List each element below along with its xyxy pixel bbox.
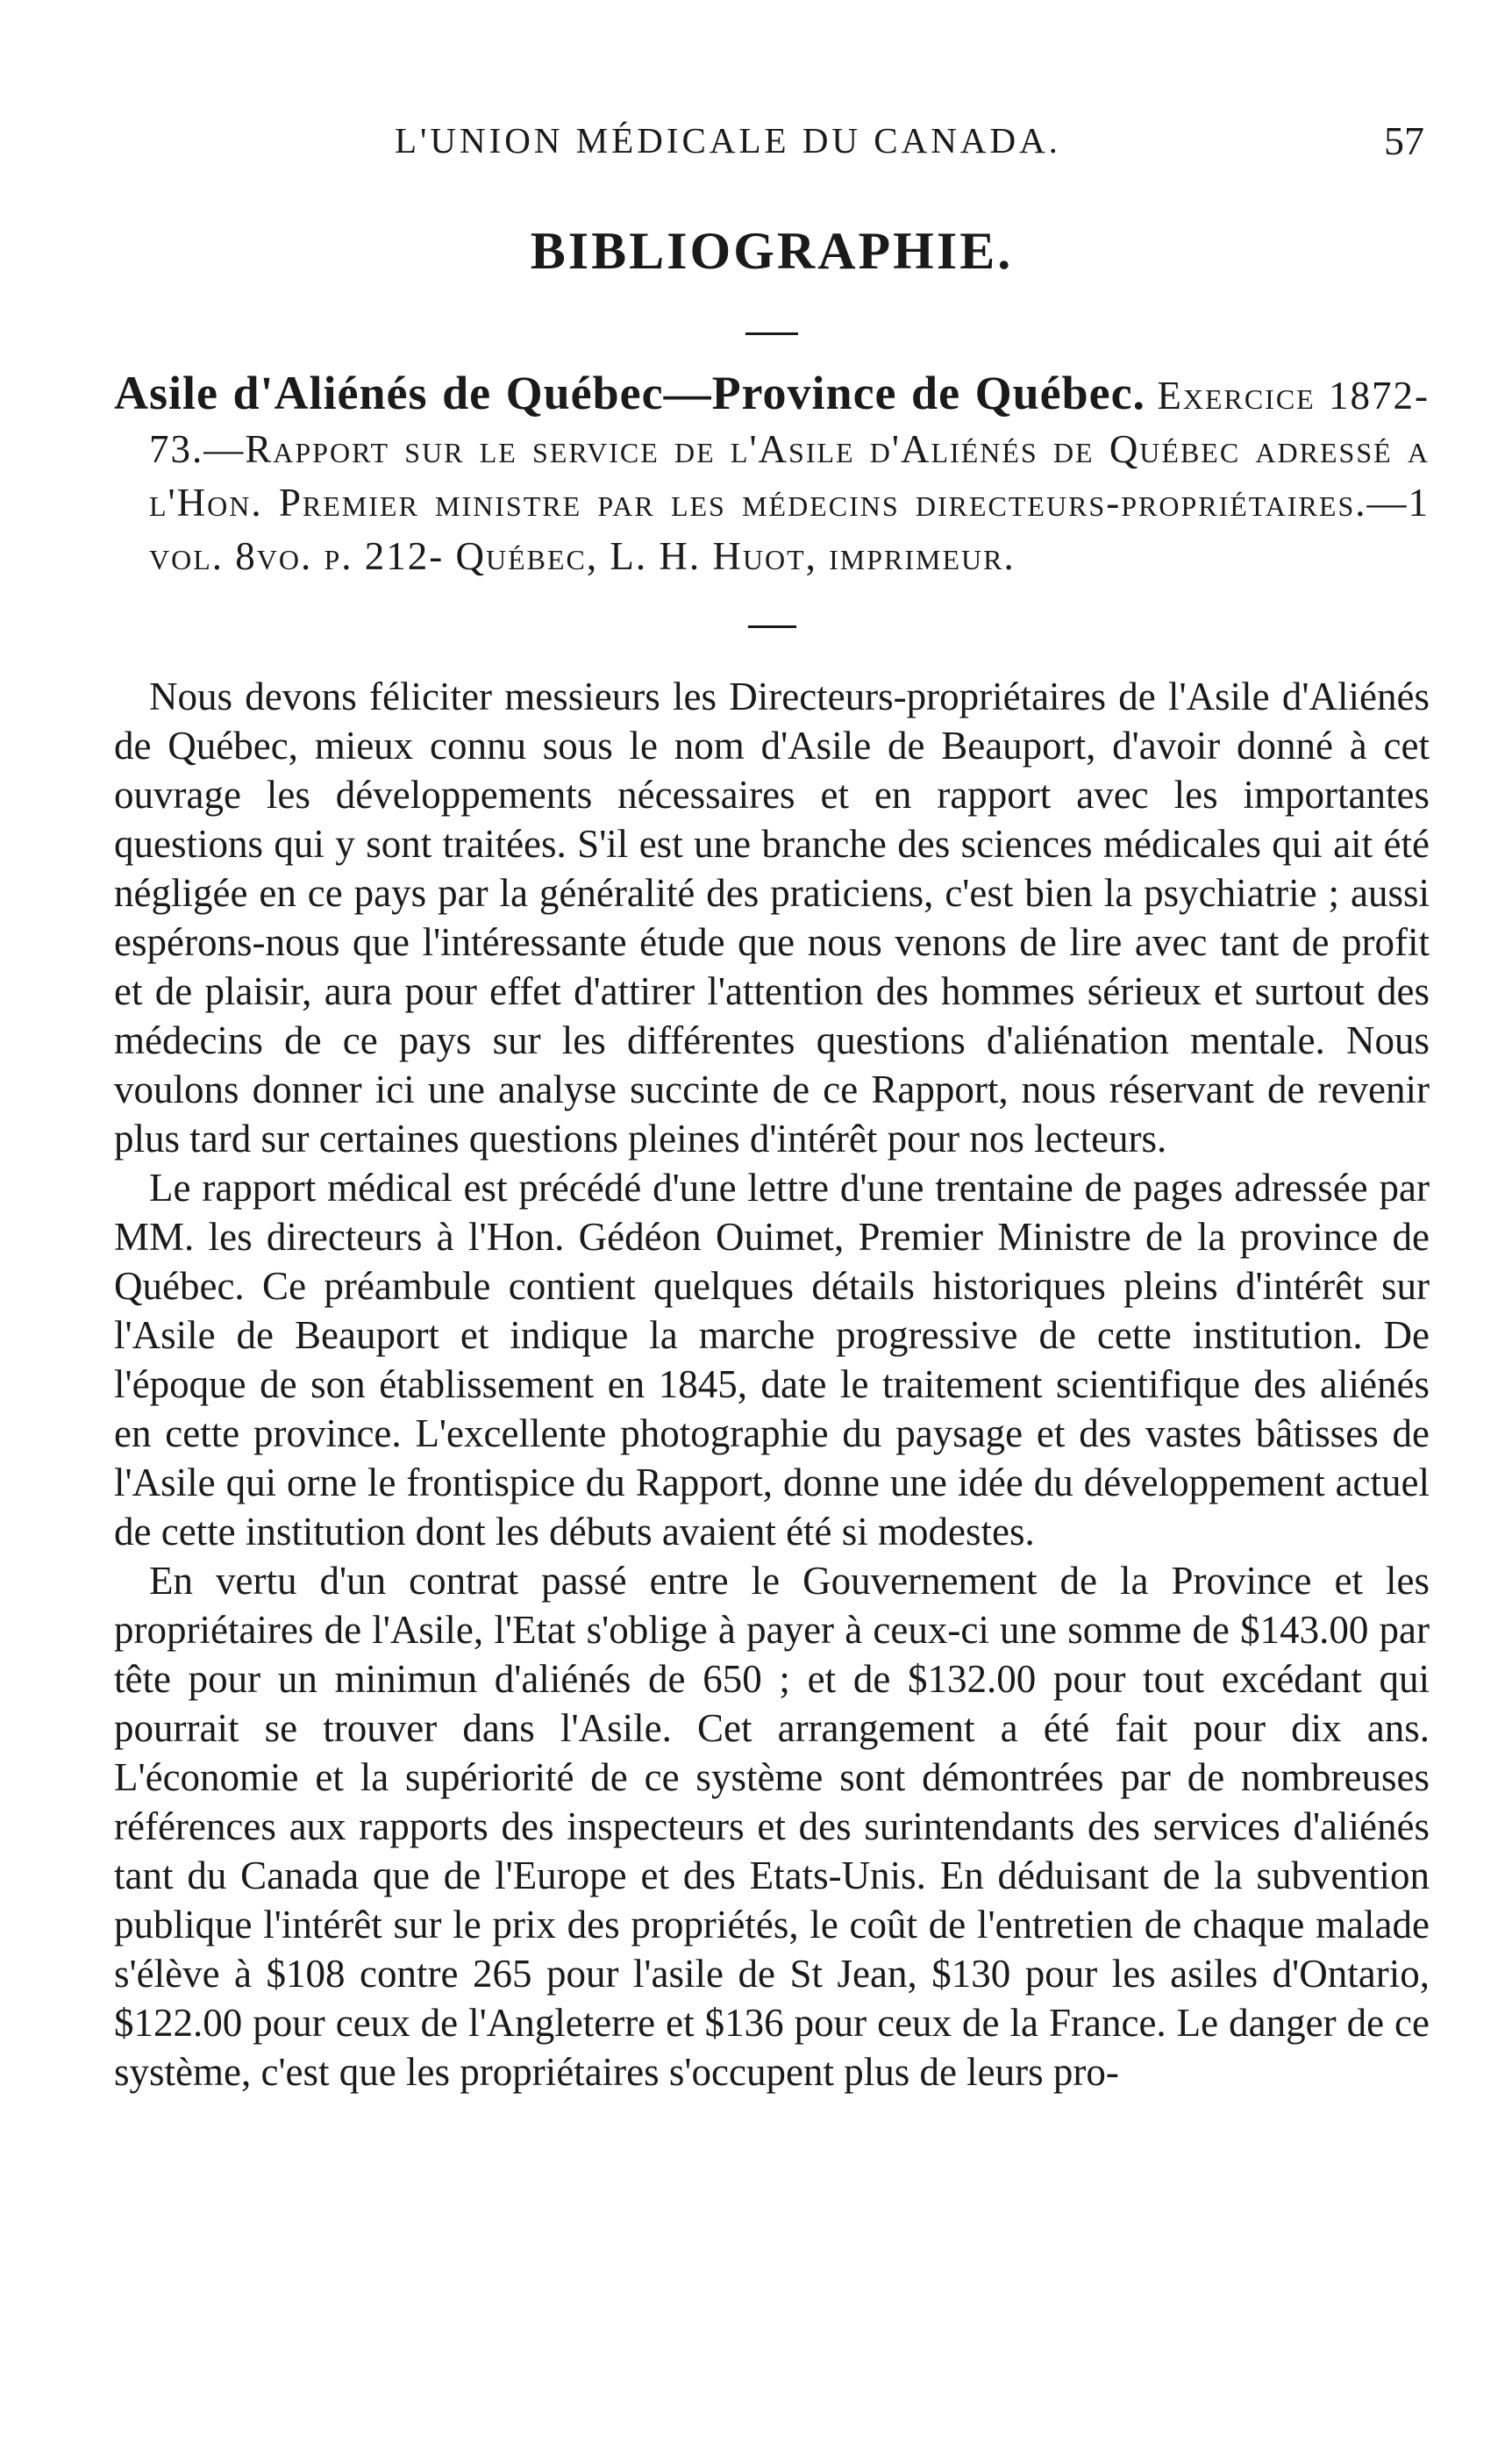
page-number: 57 <box>1384 118 1424 163</box>
divider-rule <box>745 332 798 335</box>
running-head <box>114 105 1430 175</box>
journal-title: L'UNION MÉDICALE DU CANADA. <box>395 120 1061 161</box>
body-paragraph: Nous devons féliciter messieurs les Directeurs-propriétaires de l'Asile d'Aliénés de Québec, mieux connu sous le nom d'Asile de Beauport, d'avoir donné à cet ouvrage les développements nécessaires et en rapport avec les importantes questions qui y sont traitées. S'il est une branche des sciences médicales qui ait été négligée en ce pays par la généralité des praticiens, c'est bien la psychiatrie ; aussi espérons-nous que l'intéressante étude que nous venons de lire avec tant de profit et de plaisir, aura pour effet d'attirer l'attention des hommes sérieux et surtout des médecins de ce pays sur les différentes questions d'aliénation mentale. Nous voulons donner ici une analyse succinte de ce Rapport, nous réservant de revenir plus tard sur certaines questions pleines d'intérêt pour nos lecteurs. <box>114 675 1430 1161</box>
page <box>114 105 1430 2096</box>
bibliography-entry <box>114 367 1430 583</box>
body-paragraph: Le rapport médical est précédé d'une lettre d'une trentaine de pages adressée par MM. les directeurs à l'Hon. Gédéon Ouimet, Premier Ministre de la province de Québec. Ce préambule contient quelques détails historiques pleins d'intérêt sur l'Asile de Beauport et indique la marche progressive de cette institution. De l'époque de son établissement en 1845, date le traitement scientifique des aliénés en cette province. L'excellente photographie du paysage et des vastes bâtisses de l'Asile qui orne le frontispice du Rapport, donne une idée du développement actuel de cette institution dont les débuts avaient été si modestes. <box>114 1166 1430 1554</box>
entry-reference: Exercice 1872-73.—Rapport sur le service de l'Asile d'Aliénés de Québec adressé a l'Hon. Premier ministre par les médecins directeurs-propriétaires.—1 vol. 8vo. p. 212- Québec, L. H. Huot, imprimeur. <box>149 374 1430 578</box>
entry-title: Asile d'Aliénés de Québec—Province de Québec. <box>114 367 1146 419</box>
section-title: BIBLIOGRAPHIE. <box>530 222 1014 280</box>
divider-rule <box>748 625 796 628</box>
body-paragraph: En vertu d'un contrat passé entre le Gouvernement de la Province et les propriétaires de l'Asile, l'Etat s'oblige à payer à ceux-ci une somme de $143.00 par tête pour un minimun d'aliénés de 650 ; et de $132.00 pour tout excédant qui pourrait se trouver dans l'Asile. Cet arrangement a été fait pour dix ans. L'économie et la supériorité de ce système sont démontrées par de nombreuses références aux rapports des inspecteurs et des surintendants des services d'aliénés tant du Canada que de l'Europe et des Etats-Unis. En déduisant de la subvention publique l'intérêt sur le prix des propriétés, le coût de l'entretien de chaque malade s'élève à $108 contre 265 pour l'asile de St Jean, $130 pour les asiles d'Ontario, $122.00 pour ceux de l'Angleterre et $136 pour ceux de la France. Le danger de ce système, c'est que les propriétaires s'occupent plus de leurs pro- <box>114 1559 1430 2094</box>
